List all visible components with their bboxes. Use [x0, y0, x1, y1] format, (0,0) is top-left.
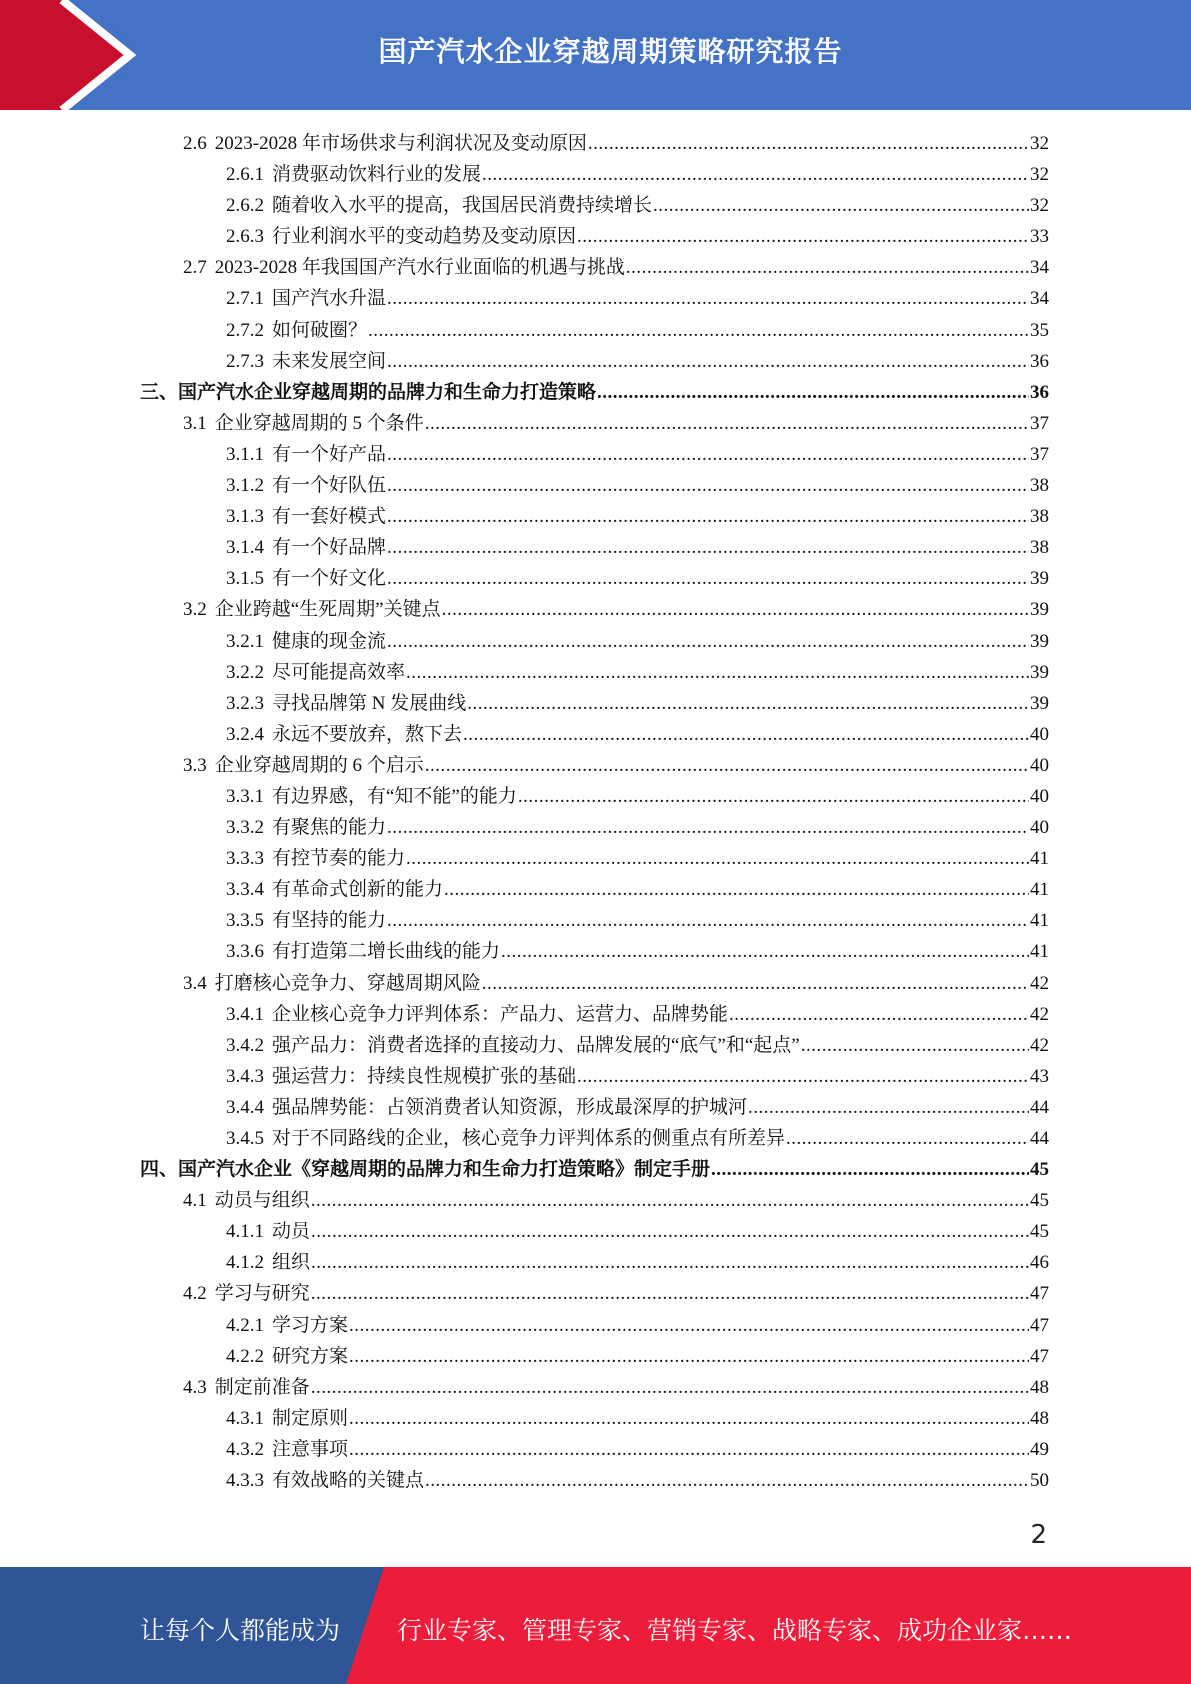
toc-entry-number: 4.1: [183, 1190, 207, 1212]
footer-slogan-left: 让每个人都能成为: [140, 1616, 341, 1645]
toc-entry-number: 4.3: [183, 1376, 207, 1398]
toc-entry-title: [183, 1278, 310, 1309]
toc-entry-page: 37: [1030, 412, 1049, 434]
toc-entry[interactable]: [140, 874, 1049, 905]
toc-entry-title: [226, 1123, 785, 1154]
toc-entry-text: 四、国产汽水企业《穿越周期的品牌力和生命力打造策略》制定手册: [140, 1159, 711, 1181]
toc-entry-text: 动员与组织: [214, 1190, 310, 1212]
toc-entry-text: 有一套好模式: [272, 506, 387, 528]
toc-entry[interactable]: [140, 128, 1049, 159]
toc-entry-title: [226, 190, 652, 221]
toc-entry-number: 3.4: [183, 972, 207, 994]
toc-entry-title: [226, 1030, 800, 1061]
toc-entry-number: 2.7: [183, 257, 207, 279]
toc-entry-text: 有边界感，有“知不能”的能力: [272, 785, 517, 807]
toc-entry-page: 34: [1030, 288, 1049, 310]
toc-dot-leader: [597, 377, 1029, 408]
toc-entry-text: 研究方案: [272, 1345, 349, 1367]
toc-entry-text: 有坚持的能力: [272, 910, 387, 932]
toc-entry[interactable]: [140, 999, 1049, 1030]
toc-entry-title: [226, 439, 386, 470]
toc-entry[interactable]: [140, 968, 1049, 999]
toc-entry[interactable]: [140, 1061, 1049, 1092]
toc-entry[interactable]: [140, 1154, 1049, 1185]
toc-entry-page: 47: [1030, 1314, 1049, 1336]
toc-entry-text: 企业穿越周期的 5 个条件: [214, 412, 424, 434]
toc-entry-title: [183, 1372, 310, 1403]
toc-dot-leader: [482, 968, 1029, 999]
toc-entry-page: 39: [1030, 661, 1049, 683]
toc-entry-page: 40: [1030, 817, 1049, 839]
toc-entry-page: 37: [1030, 443, 1049, 465]
toc-entry-number: 3.2.3: [226, 692, 264, 714]
report-title: 国产汽水企业穿越周期策略研究报告: [378, 35, 843, 68]
toc-entry-page: 41: [1030, 910, 1049, 932]
toc-entry[interactable]: [140, 626, 1049, 657]
toc-dot-leader: [387, 532, 1029, 563]
toc-entry[interactable]: [140, 750, 1049, 781]
toc-entry-title: [226, 1061, 576, 1092]
toc-entry-number: 2.6.3: [226, 226, 264, 248]
toc-entry-title: [226, 532, 386, 563]
toc-entry-number: 3.1.2: [226, 475, 264, 497]
toc-entry-number: 4.1.2: [226, 1252, 264, 1274]
toc-entry-number: 2.6: [183, 133, 207, 154]
toc-entry-number: 3.4.3: [226, 1065, 264, 1087]
toc-dot-leader: [463, 719, 1029, 750]
toc-entry-number: 3.4.2: [226, 1034, 264, 1056]
toc-entry-number: 3.2: [183, 599, 207, 621]
toc-entry-page: 41: [1030, 879, 1049, 901]
toc-entry-title: [226, 501, 386, 532]
toc-entry-text: 企业穿越周期的 6 个启示: [214, 754, 424, 776]
toc-entry-page: 42: [1030, 972, 1049, 994]
toc-entry[interactable]: [140, 657, 1049, 688]
toc-entry-number: 3.4.1: [226, 1003, 264, 1025]
toc-entry-page: 46: [1030, 1252, 1049, 1274]
toc-dot-leader: [349, 1434, 1029, 1465]
toc-entry-text: 强品牌势能：占领消费者认知资源，形成最深厚的护城河: [272, 1096, 748, 1118]
toc-entry-number: 4.3.2: [226, 1438, 264, 1460]
toc-entry-text: 有控节奏的能力: [272, 848, 406, 870]
toc-entry[interactable]: [140, 1092, 1049, 1123]
toc-dot-leader: [482, 159, 1029, 190]
toc-dot-leader: [626, 252, 1029, 283]
toc-entry[interactable]: [140, 1310, 1049, 1341]
toc-entry-number: 4.3.1: [226, 1407, 264, 1429]
toc-entry-text: 对于不同路线的企业，核心竞争力评判体系的侧重点有所差异: [272, 1128, 786, 1149]
toc-entry-text: 有效战略的关键点: [272, 1470, 425, 1492]
toc-entry-page: 47: [1030, 1283, 1049, 1305]
toc-dot-leader: [588, 128, 1029, 159]
toc-entry-title: [226, 1216, 310, 1247]
toc-entry-number: 3.3.3: [226, 848, 264, 870]
toc-entry-title: [226, 315, 367, 346]
toc-entry[interactable]: [140, 1372, 1049, 1403]
toc-entry-text: 尽可能提高效率: [272, 661, 406, 683]
footer-slogan-right: 行业专家、管理专家、营销专家、战略专家、成功企业家……: [397, 1616, 1073, 1645]
toc-entry-text: 注意事项: [272, 1438, 349, 1460]
toc-dot-leader: [311, 1247, 1029, 1278]
toc-entry-title: [226, 1310, 348, 1341]
toc-entry-text: 未来发展空间: [272, 350, 387, 372]
toc-entry[interactable]: [140, 408, 1049, 439]
toc-entry-page: 40: [1030, 754, 1049, 776]
toc-entry-number: 3.3.4: [226, 879, 264, 901]
toc-entry[interactable]: [140, 563, 1049, 594]
toc-entry-title: [226, 1247, 310, 1278]
toc-entry[interactable]: [140, 221, 1049, 252]
toc-entry-title: [226, 470, 386, 501]
toc-entry-number: 4.1.1: [226, 1221, 264, 1243]
toc-entry-page: 48: [1030, 1407, 1049, 1429]
toc-dot-leader: [653, 190, 1029, 221]
toc-entry-title: [226, 1341, 348, 1372]
toc-dot-leader: [368, 315, 1029, 346]
toc-entry[interactable]: [140, 1123, 1049, 1154]
toc-entry-page: 38: [1030, 475, 1049, 497]
toc-entry-text: 有打造第二增长曲线的能力: [272, 941, 501, 963]
toc-entry-number: 3.2.1: [226, 630, 264, 652]
toc-entry-title: [226, 812, 386, 843]
toc-dot-leader: [387, 563, 1029, 594]
toc-entry-page: 50: [1030, 1470, 1049, 1492]
toc-entry-text: 有一个好产品: [272, 443, 387, 465]
toc-entry-title: [140, 377, 596, 408]
toc-entry-page: 45: [1030, 1221, 1049, 1243]
toc-entry-title: [226, 843, 405, 874]
toc-dot-leader: [349, 1341, 1029, 1372]
toc-entry[interactable]: [140, 439, 1049, 470]
toc-dot-leader: [729, 999, 1029, 1030]
toc-entry[interactable]: [140, 532, 1049, 563]
toc-entry[interactable]: [140, 688, 1049, 719]
toc-entry-number: 4.2.2: [226, 1345, 264, 1367]
toc-entry-text: 组织: [272, 1252, 311, 1274]
toc-entry-text: 永远不要放弃，熬下去: [272, 723, 463, 745]
toc-entry-page: 39: [1030, 568, 1049, 590]
toc-dot-leader: [387, 283, 1029, 314]
toc-dot-leader: [425, 750, 1029, 781]
toc-entry-text: 企业核心竞争力评判体系：产品力、运营力、品牌势能: [272, 1003, 729, 1025]
toc-entry-page: 40: [1030, 723, 1049, 745]
toc-entry[interactable]: [140, 781, 1049, 812]
toc-entry-text: 打磨核心竞争力、穿越周期风险: [214, 972, 481, 994]
toc-dot-leader: [349, 1403, 1029, 1434]
toc-entry-number: 3.3.2: [226, 817, 264, 839]
toc-entry-text: 企业跨越“生死周期”关键点: [214, 599, 441, 621]
toc-dot-leader: [387, 905, 1029, 936]
toc-entry-page: 38: [1030, 537, 1049, 559]
toc-dot-leader: [387, 626, 1029, 657]
toc-entry[interactable]: [140, 1341, 1049, 1372]
toc-entry-text: 动员: [272, 1221, 311, 1243]
toc-entry-title: [183, 750, 424, 781]
toc-entry-text: 学习方案: [272, 1314, 349, 1336]
toc-entry[interactable]: [140, 936, 1049, 967]
toc-entry-number: 4.2.1: [226, 1314, 264, 1336]
toc-entry-number: 3.4.5: [226, 1128, 264, 1149]
toc-entry-text: 2023-2028 年我国国产汽水行业面临的机遇与挑战: [214, 257, 625, 279]
toc-entry-title: [226, 905, 386, 936]
toc-entry-text: 寻找品牌第 N 发展曲线: [272, 692, 467, 714]
toc-entry-number: 2.6.1: [226, 164, 264, 186]
toc-entry-title: [226, 657, 405, 688]
toc-dot-leader: [387, 812, 1029, 843]
toc-entry-title: [226, 283, 386, 314]
toc-entry-page: 47: [1030, 1345, 1049, 1367]
toc-entry[interactable]: [140, 1216, 1049, 1247]
toc-entry-page: 32: [1030, 195, 1049, 217]
toc-entry-number: 3.3: [183, 754, 207, 776]
toc-entry-page: 44: [1030, 1128, 1049, 1149]
toc-entry[interactable]: [140, 843, 1049, 874]
toc-entry-page: 49: [1030, 1438, 1049, 1460]
toc-entry-text: 三、国产汽水企业穿越周期的品牌力和生命力打造策略: [140, 381, 597, 403]
toc-entry[interactable]: [140, 1278, 1049, 1309]
page-header: [0, 0, 1191, 110]
toc-entry-number: 2.7.1: [226, 288, 264, 310]
toc-dot-leader: [406, 843, 1029, 874]
toc-dot-leader: [748, 1092, 1029, 1123]
toc-entry-title: [226, 626, 386, 657]
toc-entry-text: 制定原则: [272, 1407, 349, 1429]
toc-entry-text: 有一个好队伍: [272, 475, 387, 497]
toc-entry-page: 41: [1030, 941, 1049, 963]
toc-dot-leader: [501, 936, 1029, 967]
toc-entry[interactable]: [140, 283, 1049, 314]
page-number: 2: [1030, 1520, 1047, 1550]
toc-entry-page: 45: [1030, 1159, 1049, 1181]
toc-entry-title: [183, 594, 441, 625]
toc-entry-page: 35: [1030, 319, 1049, 341]
toc-entry-number: 2.7.2: [226, 319, 264, 341]
toc-entry-text: 消费驱动饮料行业的发展: [272, 164, 482, 186]
toc-dot-leader: [711, 1154, 1029, 1185]
toc-dot-leader: [577, 221, 1029, 252]
table-of-contents: [140, 128, 1049, 1496]
toc-dot-leader: [311, 1278, 1029, 1309]
toc-entry-text: 有一个好品牌: [272, 537, 387, 559]
toc-entry-page: 39: [1030, 630, 1049, 652]
toc-dot-leader: [786, 1123, 1029, 1154]
toc-entry-page: 34: [1030, 257, 1049, 279]
toc-dot-leader: [442, 594, 1029, 625]
toc-entry-title: [140, 1154, 710, 1185]
toc-entry[interactable]: [140, 1403, 1049, 1434]
toc-dot-leader: [444, 874, 1029, 905]
toc-entry-number: 3.1.4: [226, 537, 264, 559]
toc-entry-page: 42: [1030, 1034, 1049, 1056]
toc-dot-leader: [387, 346, 1029, 377]
toc-entry-number: 3.2.4: [226, 723, 264, 745]
toc-entry-title: [226, 159, 481, 190]
toc-entry-text: 随着收入水平的提高，我国居民消费持续增长: [272, 195, 653, 217]
toc-entry-number: 3.1: [183, 412, 207, 434]
toc-entry-page: 45: [1030, 1190, 1049, 1212]
toc-entry-text: 有革命式创新的能力: [272, 879, 444, 901]
toc-entry-page: 39: [1030, 692, 1049, 714]
page-footer: [0, 1567, 1191, 1684]
toc-entry-text: 制定前准备: [214, 1376, 310, 1398]
toc-entry-number: 3.3.6: [226, 941, 264, 963]
toc-entry-page: 36: [1030, 350, 1049, 372]
toc-entry[interactable]: [140, 812, 1049, 843]
toc-entry-title: [226, 688, 466, 719]
toc-entry[interactable]: [140, 719, 1049, 750]
toc-entry-title: [226, 999, 728, 1030]
toc-entry[interactable]: [140, 1247, 1049, 1278]
toc-entry-text: 行业利润水平的变动趋势及变动原因: [272, 226, 577, 248]
toc-entry-title: [226, 936, 500, 967]
toc-entry-number: 3.1.3: [226, 506, 264, 528]
toc-dot-leader: [467, 688, 1029, 719]
toc-entry-title: [226, 1403, 348, 1434]
toc-dot-leader: [387, 470, 1029, 501]
toc-entry-number: 3.2.2: [226, 661, 264, 683]
toc-dot-leader: [425, 408, 1029, 439]
toc-entry-text: 健康的现金流: [272, 630, 387, 652]
toc-dot-leader: [387, 501, 1029, 532]
toc-dot-leader: [801, 1030, 1029, 1061]
toc-entry-text: 如何破圈？: [272, 319, 368, 341]
toc-entry-title: [226, 563, 386, 594]
toc-entry-number: 3.1.5: [226, 568, 264, 590]
toc-entry-page: 39: [1030, 599, 1049, 621]
toc-entry[interactable]: [140, 346, 1049, 377]
toc-entry-page: 43: [1030, 1065, 1049, 1087]
toc-entry-text: 2023-2028 年市场供求与利润状况及变动原因: [214, 133, 587, 154]
toc-entry-page: 41: [1030, 848, 1049, 870]
toc-entry-page: 32: [1030, 164, 1049, 186]
toc-entry-number: 2.6.2: [226, 195, 264, 217]
toc-dot-leader: [349, 1310, 1029, 1341]
toc-entry-text: 强运营力：持续良性规模扩张的基础: [272, 1065, 577, 1087]
toc-dot-leader: [577, 1061, 1029, 1092]
toc-entry-number: 2.7.3: [226, 350, 264, 372]
toc-entry[interactable]: [140, 1030, 1049, 1061]
toc-entry-text: 学习与研究: [214, 1283, 310, 1305]
toc-entry-page: 48: [1030, 1376, 1049, 1398]
toc-entry-number: 4.3.3: [226, 1470, 264, 1492]
toc-entry-title: [226, 221, 576, 252]
toc-entry-text: 强产品力：消费者选择的直接动力、品牌发展的“底气”和“起点”: [272, 1034, 800, 1056]
toc-entry-title: [183, 128, 587, 159]
toc-entry-title: [226, 346, 386, 377]
toc-dot-leader: [311, 1372, 1029, 1403]
toc-dot-leader: [406, 657, 1029, 688]
toc-entry-page: 44: [1030, 1096, 1049, 1118]
toc-entry-title: [226, 1434, 348, 1465]
toc-entry[interactable]: [140, 905, 1049, 936]
toc-entry[interactable]: [140, 159, 1049, 190]
toc-dot-leader: [311, 1216, 1029, 1247]
toc-entry[interactable]: [140, 190, 1049, 221]
toc-entry-title: [183, 408, 424, 439]
toc-entry-title: [226, 781, 517, 812]
toc-entry-page: 32: [1030, 133, 1049, 154]
toc-entry-number: 4.2: [183, 1283, 207, 1305]
toc-entry[interactable]: [140, 252, 1049, 283]
toc-entry-text: 国产汽水升温: [272, 288, 387, 310]
toc-dot-leader: [311, 1185, 1029, 1216]
toc-entry-number: 3.3.5: [226, 910, 264, 932]
toc-entry-text: 有聚焦的能力: [272, 817, 387, 839]
toc-entry-number: 3.3.1: [226, 785, 264, 807]
toc-entry-title: [183, 968, 481, 999]
toc-entry-title: [226, 874, 443, 905]
toc-entry[interactable]: [140, 1465, 1049, 1496]
toc-entry-title: [183, 252, 625, 283]
toc-entry[interactable]: [140, 501, 1049, 532]
toc-entry-title: [226, 1092, 747, 1123]
toc-dot-leader: [387, 439, 1029, 470]
toc-entry-page: 40: [1030, 785, 1049, 807]
toc-entry-page: 42: [1030, 1003, 1049, 1025]
toc-entry[interactable]: [140, 470, 1049, 501]
toc-entry[interactable]: [140, 1185, 1049, 1216]
toc-entry-page: 36: [1030, 381, 1049, 403]
toc-entry-title: [226, 1465, 424, 1496]
toc-entry[interactable]: [140, 315, 1049, 346]
toc-entry[interactable]: [140, 1434, 1049, 1465]
toc-entry-page: 38: [1030, 506, 1049, 528]
toc-entry-title: [183, 1185, 310, 1216]
toc-dot-leader: [518, 781, 1029, 812]
toc-entry[interactable]: [140, 377, 1049, 408]
toc-entry-number: 3.1.1: [226, 443, 264, 465]
toc-dot-leader: [425, 1465, 1029, 1496]
toc-entry-number: 3.4.4: [226, 1096, 264, 1118]
toc-entry-title: [226, 719, 462, 750]
toc-entry-page: 33: [1030, 226, 1049, 248]
toc-entry[interactable]: [140, 594, 1049, 625]
toc-entry-text: 有一个好文化: [272, 568, 387, 590]
